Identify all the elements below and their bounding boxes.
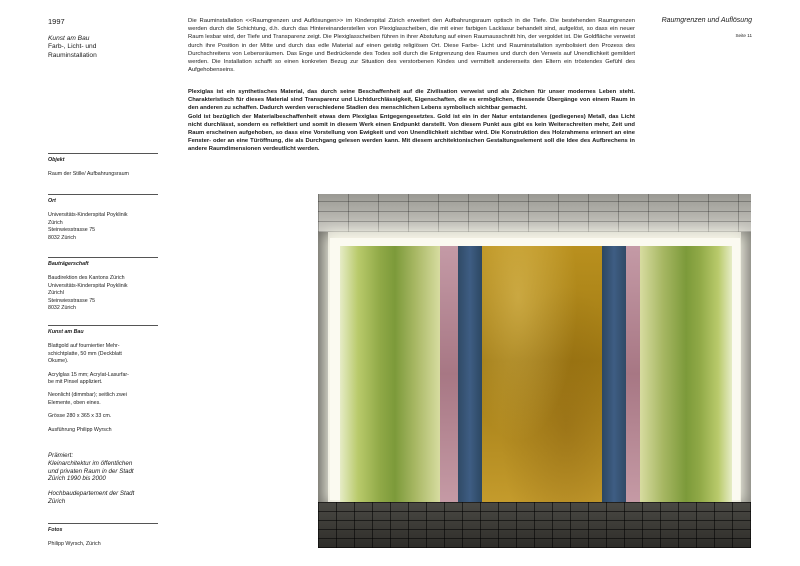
material-paragraph [48, 343, 160, 365]
intro-paragraph: Die Rauminstallation <<Raumgrenzen und Auflösungen>> im Kinderspital Zürich erweitert den Aufbahrungsraum optisch in die Tiefe. Die bestehenden Raumgrenzen werden durch die Schichtung, d.h. durch das Hintereinanderstellen von Plexiglasscheiben, die mit einer farbigen Lacklasur behandelt sind, aufgelöst, so dass ein neuer Raum lesbar wird, der Tiefe und Transparenz zeigt. Die Plexiglasscheiben führen in ihrer Abstufung auf einen Raumausschnitt hin, der vergoldet ist. Die Goldfläche verweist durch ihre Position in der Mitte und durch das edle Material auf einen geistig religiösen Ort. Diese Farbe- Licht und Rauminstallation symbolisiert den Prozess des Durchschreitens von Lebensräumen. Das Enge und Bedrückende des Todes soll durch die Entgrenzung des Raumes und durch den Verweis auf Unendlichkeit gemildert werden. Die Installation schafft so einen konkreten Bezug zur Situation des verstorbenen Kindes und vermittelt andererseits den Eltern ein tröstendes Gefühl des Aufgehobenseins. [188, 18, 635, 74]
acrylic-paragraph [48, 372, 160, 387]
kicker-line-2: Farb-, Licht- und [48, 43, 97, 51]
material-line: Okume). [48, 358, 69, 365]
blue-panel-left [458, 246, 482, 502]
running-title: Raumgrenzen und Auflösung [661, 17, 752, 24]
execution-paragraph: Ausführung Philipp Wyrsch [48, 426, 112, 433]
kunst-section [48, 329, 160, 440]
green-panel-right [640, 246, 732, 502]
objekt-heading: Objekt [48, 157, 65, 163]
bautraeger-line: Steinwiesstrasse 75 [48, 297, 96, 304]
blue-panel-right [602, 246, 626, 502]
pink-panel-left [440, 246, 458, 502]
gold-panel [482, 246, 602, 502]
material-line: schichtplatte, 50 mm (Deckblatt [48, 350, 122, 357]
kicker-line-3: Rauminstallation [48, 51, 97, 59]
bold-text-block [188, 88, 635, 154]
divider [48, 153, 158, 154]
award-line: Zürich [48, 497, 66, 505]
fotos-heading: Fotos [48, 527, 63, 533]
award-line: Kleinarchitektur im öffentlichen [48, 459, 133, 467]
award-line: Hochbaudepartement der Stadt [48, 490, 135, 498]
bautraeger-section [48, 261, 160, 312]
installation-photo [318, 194, 751, 548]
bautraeger-line: Universitäts-Kinderspital Poyklinik [48, 282, 128, 289]
award-line: Zürich 1990 bis 2000 [48, 475, 106, 483]
bautraeger-line: Baudirektion des Kantons Zürich [48, 275, 125, 282]
objekt-section [48, 157, 160, 179]
page-number: Seite 11 [735, 33, 752, 38]
award-line: Prämiert: [48, 452, 74, 459]
material-line: Blattgold auf fourniertier Mehr- [48, 343, 120, 350]
bautraeger-line: Zürichl [48, 290, 64, 297]
kicker-line-1: Kunst am Bau [48, 35, 90, 42]
bautraeger-line: 8032 Zürich [48, 305, 76, 312]
neon-line: Neonlicht (dimmbar); seitlich zwei [48, 392, 127, 399]
fotos-text: Philipp Wyrsch, Zürich [48, 541, 101, 548]
divider [48, 257, 158, 258]
divider [48, 194, 158, 195]
ort-line: Universitäts-Kinderspital Poyklinik [48, 212, 128, 219]
bautraeger-heading: Bauträgerschaft [48, 261, 89, 267]
green-panel-left [340, 246, 440, 502]
objekt-text: Raum der Stille/ Aufbahrungsraum [48, 171, 129, 178]
kunst-heading: Kunst am Bau [48, 329, 84, 335]
size-paragraph: Grösse 280 x 365 x 33 cm. [48, 413, 112, 420]
year: 1997 [48, 17, 65, 26]
left-wall [318, 232, 328, 502]
right-wall [741, 232, 751, 502]
neon-line: Elemente, oben eines. [48, 399, 101, 406]
category-kicker [48, 35, 158, 60]
ceiling [318, 194, 751, 232]
divider [48, 523, 158, 524]
installation-panels [340, 246, 732, 502]
plexiglas-paragraph: Plexiglas ist ein synthetisches Material, das durch seine Beschaffenheit auf die Zivilisation verweist und als Zeichen für unser modernes Leben steht. Charakteristisch für dieses Material sind Transparenz und Lichtdurchlässigkeit, Eigenschaften, die es ermöglichen, fliessende Übergänge von einem Raum in den anderen zu schaffen. Dadurch werden verschiedene Stadien des menschlichen Lebens symbolisch sichtbar gemacht. [188, 89, 635, 112]
gold-paragraph: Gold ist bezüglich der Materialbeschaffenheit etwas dem Plexiglas Entgegengesetztes. Gold ist ein in der Natur entstandenes (gediegenes) Metall, das Licht nicht durchlässt, sondern es reflektiert und somit in diesem Werk einen Endpunkt darstellt. Von diesem Punkt aus gibt es kein Weiterschreiten mehr, Zeit und Raum erscheinen aufgehoben, so dass eine Vorstellung von Ewigkeit und von Unendlichkeit sichtbar wird. Die Konstruktion des Holzrahmens erinnert an eine Fenster- oder an eine Türöffnung, die als Durchgang gelesen werden kann. Mit diesem architektonischen Gestaltungselement soll die Idee des Aufbrechens in andere Raumdimensionen verdeutlicht werden. [188, 113, 635, 153]
fotos-section [48, 527, 160, 549]
ort-line: Zürich [48, 219, 63, 226]
ort-section [48, 198, 160, 242]
award-section [48, 452, 160, 506]
award-line: und privaten Raum in der Stadt [48, 467, 134, 475]
acrylic-line: be mit Pinsel appliziert. [48, 379, 103, 386]
ort-heading: Ort [48, 198, 56, 204]
neon-paragraph [48, 392, 160, 407]
pink-panel-right [626, 246, 640, 502]
divider [48, 325, 158, 326]
ort-line: 8032 Zürich [48, 234, 76, 241]
ort-line: Steinwiesstrasse 75 [48, 227, 96, 234]
tiled-floor [318, 502, 751, 548]
acrylic-line: Acrylglas 15 mm; Acrylat-Lasurfar- [48, 371, 129, 378]
